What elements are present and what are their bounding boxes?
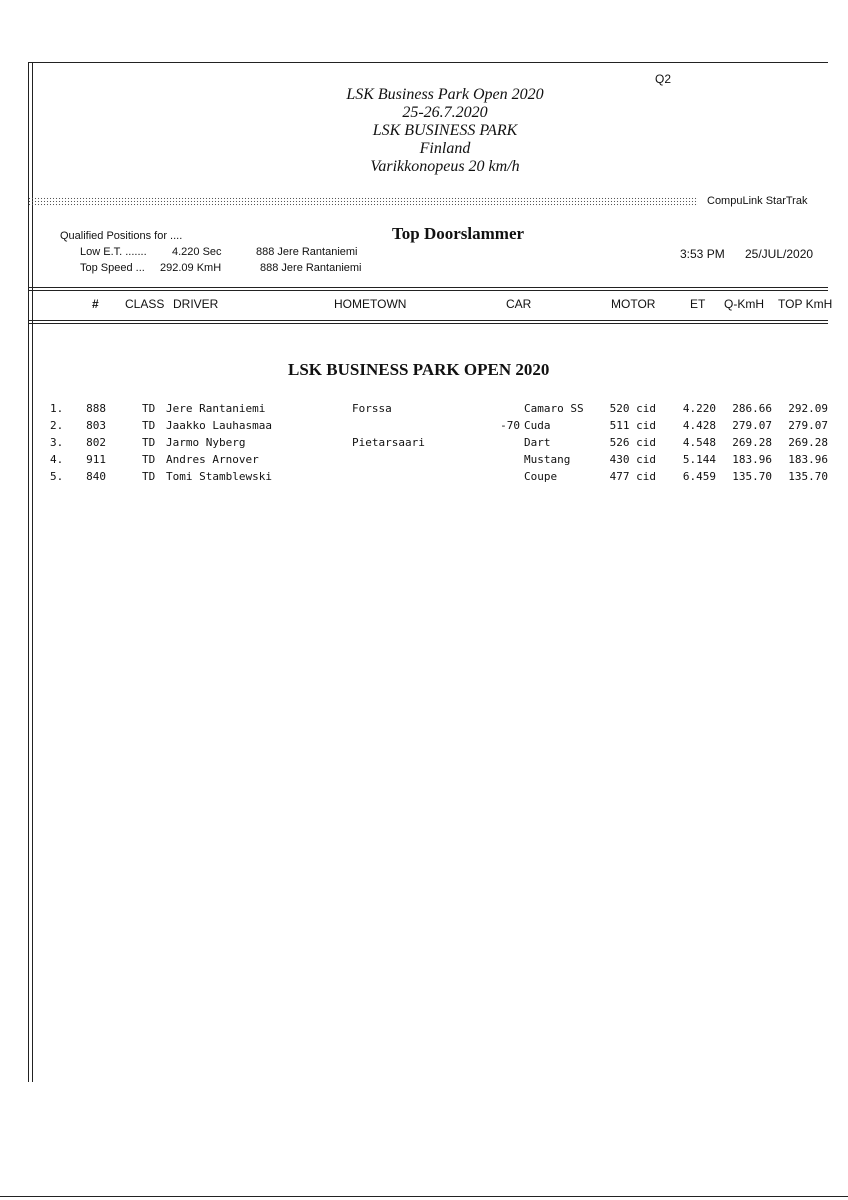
cell-qkmh: 269.28 [732, 436, 772, 449]
cell-motor: 520 cid [609, 402, 656, 415]
column-header-divider-2 [28, 323, 828, 324]
low-et-label: Low E.T. ....... [80, 246, 147, 258]
cell-class: TD [142, 453, 156, 466]
cell-et: 4.220 [682, 402, 716, 415]
cell-car: Camaro SS [524, 402, 584, 415]
cell-et: 4.428 [682, 419, 716, 432]
col-class: CLASS [125, 297, 165, 311]
col-et: ET [690, 297, 706, 311]
cell-class: TD [142, 436, 156, 449]
section-title: LSK BUSINESS PARK OPEN 2020 [288, 360, 550, 379]
frame-top-line [28, 62, 828, 63]
col-topkmh: TOP KmH [778, 297, 833, 311]
top-speed-entry: 888 Jere Rantaniemi [260, 262, 362, 274]
cell-num: 803 [86, 419, 106, 432]
cell-car: Coupe [524, 470, 558, 483]
system-label: CompuLink StarTrak [707, 195, 808, 207]
top-speed-value: 292.09 KmH [160, 262, 222, 274]
cell-pos: 2. [50, 419, 64, 432]
cell-topkmh: 183.96 [788, 453, 828, 466]
qualified-label: Qualified Positions for .... [60, 230, 183, 242]
frame-left-line-inner [32, 62, 33, 1082]
meet-title: LSK Business Park Open 2020 [346, 86, 544, 103]
cell-driver: Tomi Stamblewski [166, 470, 272, 483]
top-speed-label: Top Speed ... [80, 262, 145, 274]
report-time: 3:53 PM [680, 247, 725, 261]
header-divider-top-2 [28, 290, 828, 291]
cell-num: 802 [86, 436, 106, 449]
page-bottom-line [0, 1196, 848, 1197]
col-motor: MOTOR [611, 297, 656, 311]
cell-class: TD [142, 419, 156, 432]
cell-num: 840 [86, 470, 106, 483]
meet-dates: 25-26.7.2020 [402, 104, 488, 121]
report-date: 25/JUL/2020 [745, 247, 814, 261]
frame-left-line [28, 62, 29, 1082]
low-et-entry: 888 Jere Rantaniemi [256, 246, 358, 258]
cell-motor: 526 cid [609, 436, 656, 449]
col-driver: DRIVER [173, 297, 219, 311]
cell-pos: 4. [50, 453, 64, 466]
cell-topkmh: 135.70 [788, 470, 828, 483]
cell-qkmh: 279.07 [732, 419, 772, 432]
header-divider-top [28, 287, 828, 288]
cell-car: Mustang [524, 453, 571, 466]
cell-et: 5.144 [682, 453, 716, 466]
cell-car: Dart [524, 436, 551, 449]
col-qkmh: Q-KmH [724, 297, 764, 311]
col-num: # [92, 297, 99, 311]
col-car: CAR [506, 297, 532, 311]
class-title: Top Doorslammer [392, 224, 525, 243]
cell-hometown: Forssa [352, 402, 392, 415]
cell-topkmh: 279.07 [788, 419, 828, 432]
cell-motor: 477 cid [609, 470, 656, 483]
meet-title-block [290, 86, 600, 176]
cell-hometown: Pietarsaari [352, 436, 425, 449]
meet-note: Varikkonopeus 20 km/h [370, 158, 520, 175]
cell-topkmh: 269.28 [788, 436, 828, 449]
cell-class: TD [142, 402, 156, 415]
cell-pos: 5. [50, 470, 64, 483]
cell-num: 911 [86, 453, 106, 466]
cell-et: 6.459 [682, 470, 716, 483]
meet-country: Finland [419, 140, 471, 157]
cell-pos: 3. [50, 436, 64, 449]
cell-driver: Jarmo Nyberg [166, 436, 246, 449]
session-code: Q2 [655, 72, 672, 86]
cell-car: Cuda [524, 419, 551, 432]
cell-driver: Jaakko Lauhasmaa [166, 419, 272, 432]
cell-driver: Andres Arnover [166, 453, 259, 466]
meet-venue: LSK BUSINESS PARK [372, 122, 518, 139]
cell-motor: 430 cid [609, 453, 656, 466]
cell-year: -70 [500, 419, 520, 432]
cell-qkmh: 183.96 [732, 453, 772, 466]
cell-qkmh: 135.70 [732, 470, 772, 483]
cell-driver: Jere Rantaniemi [166, 402, 266, 415]
dotted-band [28, 197, 698, 206]
cell-et: 4.548 [682, 436, 716, 449]
cell-motor: 511 cid [609, 419, 656, 432]
col-hometown: HOMETOWN [334, 297, 407, 311]
cell-qkmh: 286.66 [732, 402, 772, 415]
cell-topkmh: 292.09 [788, 402, 828, 415]
cell-num: 888 [86, 402, 106, 415]
cell-pos: 1. [50, 402, 64, 415]
cell-class: TD [142, 470, 156, 483]
column-header-divider [28, 320, 828, 321]
low-et-value: 4.220 Sec [172, 246, 222, 258]
